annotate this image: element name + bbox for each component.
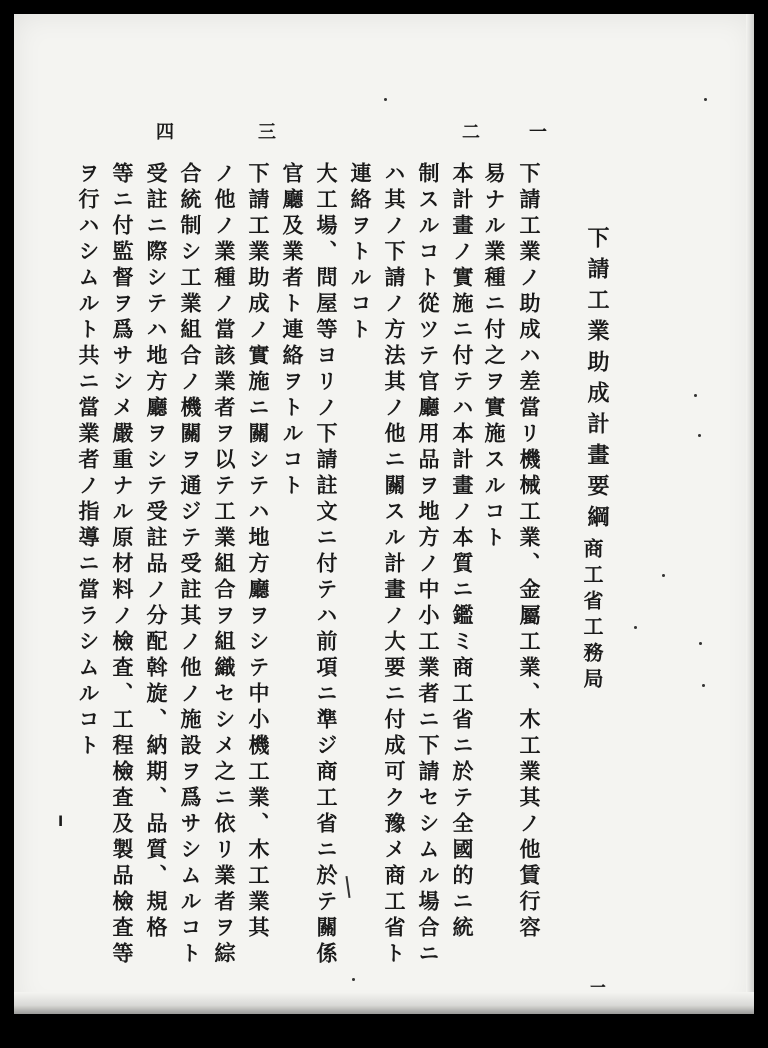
text-column: 易ナル業種ニ付之ヲ實施スルコト [482, 162, 507, 552]
text-column: 下請工業ノ助成ハ差當リ機械工業、金屬工業、木工業其ノ他賃行容 [517, 162, 542, 942]
scan-speck [352, 978, 355, 981]
scan-speck [634, 626, 637, 629]
scan-speck [704, 98, 707, 101]
document-title: 下請工業助成計畫要綱 [584, 226, 610, 536]
text-column: 制スルコト從ツテ官廳用品ヲ地方ノ中小工業者ニ下請セシムル場合ニ [416, 162, 441, 968]
text-column: ヲ行ハシムルト共ニ當業者ノ指導ニ當ラシムルコト [76, 162, 101, 760]
section-marker-4: 四 [153, 122, 174, 140]
text-column: ハ其ノ下請ノ方法其ノ他ニ關スル計畫ノ大要ニ付成可ク豫メ商工省ト [382, 162, 407, 968]
scan-speck [698, 434, 701, 437]
scan-speck [702, 684, 705, 687]
scan-speck [699, 642, 702, 645]
section-marker-2: 二 [459, 122, 480, 140]
scan-edge [746, 14, 754, 1014]
scan-speck [384, 98, 387, 101]
text-column: 下請工業助成ノ實施ニ關シテハ地方廳ヲシテ中小機工業、木工業其 [246, 162, 271, 942]
scan-edge [14, 992, 754, 1014]
section-marker-1: 一 [526, 122, 547, 140]
text-column: 本計畫ノ實施ニ付テハ本計畫ノ本質ニ鑑ミ商工省ニ於テ全國的ニ統 [450, 162, 475, 942]
text-column: 受註ニ際シテハ地方廳ヲシテ受註品ノ分配斡旋、納期、品質、規格 [144, 162, 169, 942]
text-column: 連絡ヲトルコト [348, 162, 373, 344]
text-column: 合統制シ工業組合ノ機關ヲ通ジテ受註其ノ他ノ施設ヲ爲サシムルコト [178, 162, 203, 968]
page-number: I [58, 814, 64, 830]
section-marker-3: 三 [255, 122, 276, 140]
scan-speck [662, 574, 665, 577]
issuing-organization: 商工省工務局 [580, 538, 604, 694]
text-column: 等ニ付監督ヲ爲サシメ嚴重ナル原材料ノ檢査、工程檢査及製品檢査等 [110, 162, 135, 968]
scan-speck [694, 394, 697, 397]
scan-mark [345, 876, 350, 898]
text-column: ノ他ノ業種ノ當該業者ヲ以テ工業組合ヲ組織セシメ之ニ依リ業者ヲ綜 [212, 162, 237, 968]
text-column: 官廳及業者ト連絡ヲトルコト [280, 162, 305, 500]
document-page [14, 14, 754, 1014]
text-column: 大工場、問屋等ヨリノ下請註文ニ付テハ前項ニ準ジ商工省ニ於テ關係 [314, 162, 339, 968]
